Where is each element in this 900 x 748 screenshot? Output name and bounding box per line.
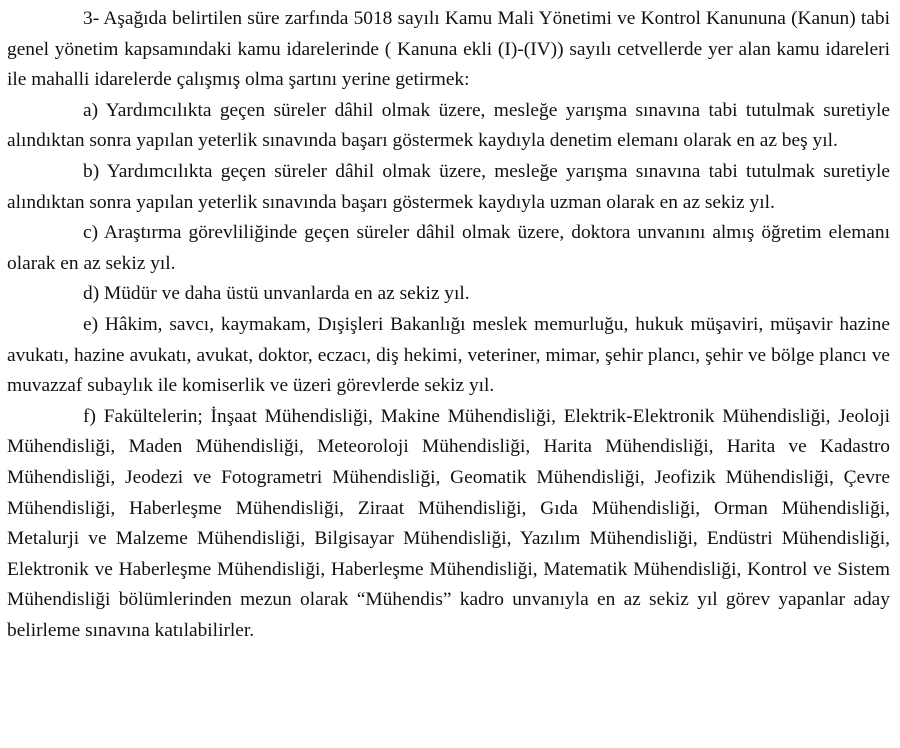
list-item-a: a) Yardımcılıkta geçen süreler dâhil olmak üzere, mesleğe yarışma sınavına tabi tutulmak suretiyle alındıktan sonra yapılan yeterlik sınavında başarı göstermek kaydıyla denetim elemanı olarak en az beş yıl. — [7, 99, 890, 152]
list-item-e: e) Hâkim, savcı, kaymakam, Dışişleri Bakanlığı meslek memurluğu, hukuk müşaviri, müşavir hazine avukatı, hazine avukatı, avukat, doktor, eczacı, diş hekimi, veteriner, mimar, şehir plancı, şehir ve bölge plancı ve muvazzaf subaylık ile komiserlik ve üzeri görevlerde sekiz yıl. — [7, 313, 890, 397]
list-item-f: f) Fakültelerin; İnşaat Mühendisliği, Makine Mühendisliği, Elektrik-Elektronik Mühendisliği, Jeoloji Mühendisliği, Maden Mühendisliği, Meteoroloji Mühendisliği, Harita Mühendisliği, Harita ve Kadastro Mühendisliği, Jeodezi ve Fotogrametri Mühendisliği, Geomatik Mühendisliği, Jeofizik Mühendisliği, Çevre Mühendisliği, Haberleşme Mühendisliği, Ziraat Mühendisliği, Gıda Mühendisliği, Orman Mühendisliği, Metalurji ve Malzeme Mühendisliği, Bilgisayar Mühendisliği, Yazılım Mühendisliği, Endüstri Mühendisliği, Elektronik ve Haberleşme Mühendisliği, Haberleşme Mühendisliği, Matematik Mühendisliği, Kontrol ve Sistem Mühendisliği bölümlerinden mezun olarak “Mühendis” kadro unvanıyla en az sekiz yıl görev yapanlar aday belirleme sınavına katılabilirler. — [7, 405, 890, 641]
list-item-c: c) Araştırma görevliliğinde geçen süreler dâhil olmak üzere, doktora unvanını almış öğretim elemanı olarak en az sekiz yıl. — [7, 222, 890, 274]
list-item-d: d) Müdür ve daha üstü unvanlarda en az sekiz yıl. — [83, 283, 470, 305]
list-item-b: b) Yardımcılıkta geçen süreler dâhil olmak üzere, mesleğe yarışma sınavına tabi tutulmak suretiyle alındıktan sonra yapılan yeterlik sınavında başarı göstermek kaydıyla uzman olarak en az sekiz yıl. — [7, 160, 890, 213]
intro-paragraph: 3- Aşağıda belirtilen süre zarfında 5018 sayılı Kamu Mali Yönetimi ve Kontrol Kanununa (Kanun) tabi genel yönetim kapsamındaki kamu idarelerinde ( Kanuna ekli (I)-(IV)) sayılı cetvellerde yer alan kamu idareleri ile mahalli idarelerde çalışmış olma şartını yerine getirmek: — [7, 8, 890, 91]
